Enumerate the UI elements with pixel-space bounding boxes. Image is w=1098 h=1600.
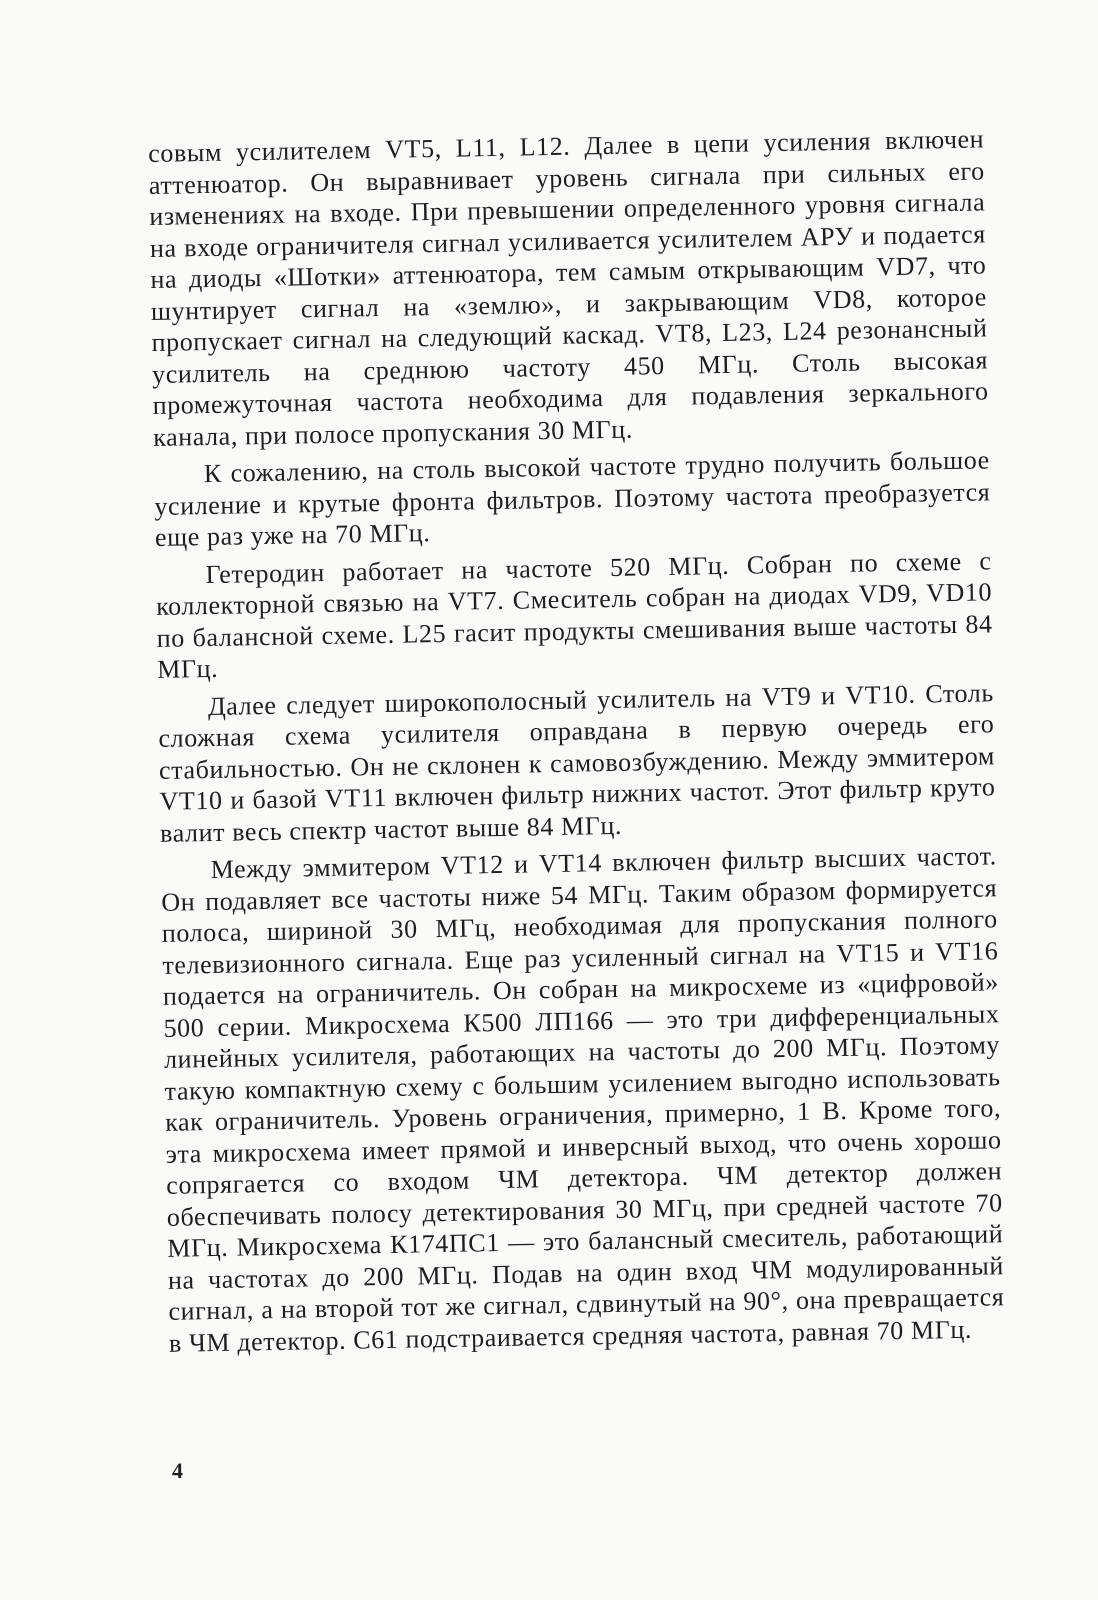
- paragraph-4: Далее следует широкополосный усилитель на VT9 и VT10. Столь сложная схема усилителя оправдана в первую очередь его стабильностью. Он не склонен к самовозбуждению. Между эммитером VT10 и базой VT11 включен фильтр нижних частот. Этот фильтр круто валит весь спектр частот выше 84 МГц.: [158, 677, 996, 848]
- paragraph-1: совым усилителем VT5, L11, L12. Далее в цепи усиления включен аттенюатор. Он выравнивает уровень сигнала при сильных его изменениях на входе. При превышении определенного уровня сигнала на входе ограничителя сигнал усиливается усилителем АРУ и подается на диоды «Шотки» аттенюатора, тем самым открывающим VD7, что шунтирует сигнал на «землю», и закрывающим VD8, которое пропускает сигнал на следующий каскад. VT8, L23, L24 резонансный усилитель на среднюю частоту 450 МГц. Столь высокая промежуточная частота необходима для подавления зеркального канала, при полосе пропускания 30 МГц.: [148, 124, 989, 452]
- paragraph-5: Между эммитером VT12 и VT14 включен фильтр высших частот. Он подавляет все частоты ниже 54 МГц. Таким образом формируется полоса, шириной 30 МГц, необходимая для пропускания полного телевизионного сигнала. Еще раз усиленный сигнал на VT15 и VT16 подается на ограничитель. Он собран на микросхеме из «цифровой» 500 серии. Микросхема К500 ЛП166 — это три дифференциальных линейных усилителя, работающих на частоты до 200 МГц. Поэтому такую компактную схему с большим усилением выгодно использовать как ограничитель. Уровень ограничения, примерно, 1 В. Кроме того, эта микросхема имеет прямой и инверсный выход, что очень хорошо сопрягается со входом ЧМ детектора. ЧМ детектор должен обеспечивать полосу детектирования 30 МГц, при средней частоте 70 МГц. Микросхема К174ПС1 — это балансный смеситель, работающий на частотах до 200 МГц. Подав на один вход ЧМ модулированный сигнал, а на второй тот же сигнал, сдвинутый на 90°, она превращается в ЧМ детектор. С61 подстраивается средняя частота, равная 70 МГц.: [161, 841, 1005, 1358]
- body-text: [148, 123, 1005, 1364]
- paragraph-3: Гетеродин работает на частоте 520 МГц. Собран по схеме с коллекторной связью на VT7. Смеситель собран на диодах VD9, VD10 по балансной схеме. L25 гасит продукты смешивания выше частоты 84 МГц.: [155, 545, 993, 684]
- page-number: 4: [172, 1458, 183, 1483]
- paragraph-2: К сожалению, на столь высокой частоте трудно получить большое усиление и крутые фронта фильтров. Поэтому частота преобразуется еще раз уже на 70 МГц.: [154, 445, 991, 552]
